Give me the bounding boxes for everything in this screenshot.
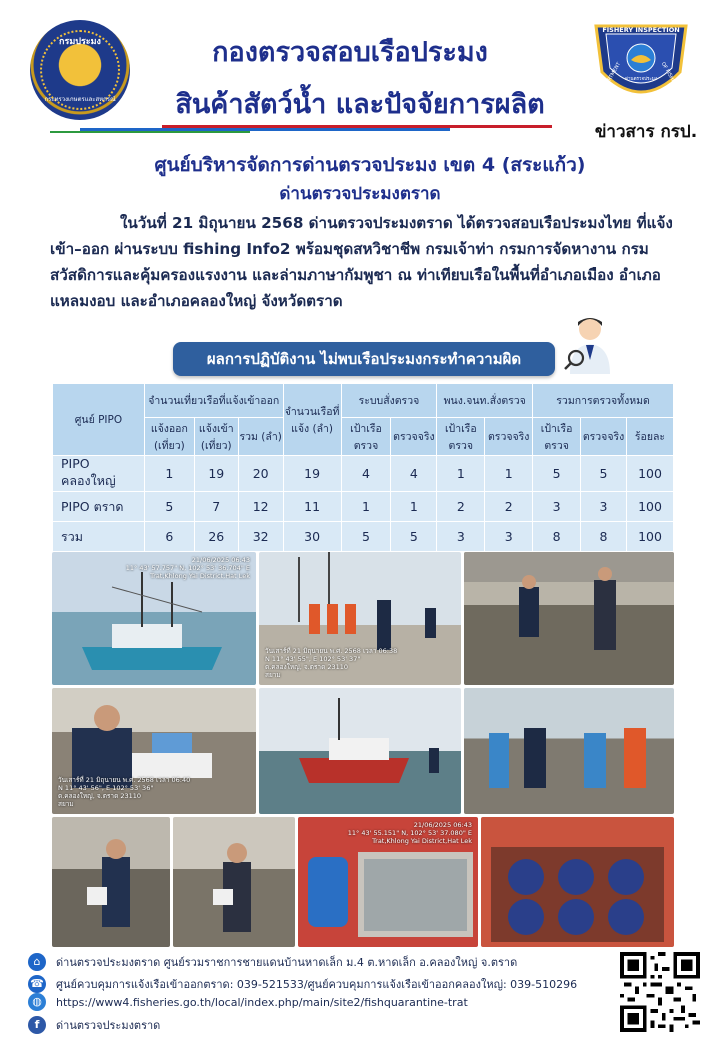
cell: 2 (485, 492, 533, 522)
row-name: PIPO คลองใหญ่ (53, 456, 145, 492)
table-row (53, 492, 674, 522)
cell: 100 (626, 456, 673, 492)
table-row (53, 456, 674, 492)
header-target-3: เป้าเรือตรวจ (533, 418, 581, 456)
cell: 19 (194, 456, 238, 492)
header-depart: แจ้งออก (เที่ยว) (144, 418, 194, 456)
header-trips: จำนวนเที่ยวเรือที่แจ้งเข้าออก (144, 384, 283, 418)
table-header-row-2 (53, 418, 674, 456)
header-officer-order: พนง.จนท.สั่งตรวจ (437, 384, 533, 418)
photo-grid (52, 552, 674, 947)
page-title-line1: กองตรวจสอบเรือประมง (212, 37, 488, 68)
cell: 6 (144, 522, 194, 552)
cell: 3 (437, 522, 485, 552)
cell: 30 (283, 522, 341, 552)
page-title-line2: สินค้าสัตว์น้ำ และปัจจัยการผลิต (175, 89, 545, 120)
globe-icon: ◍ (28, 993, 46, 1011)
center-name-heading: ศูนย์บริหารจัดการด่านตรวจประมง เขต 4 (สระแก้ว) (154, 154, 586, 176)
cell: 4 (341, 456, 391, 492)
footer-address-row (28, 952, 517, 972)
badge-text-left: DEPARTMENT (600, 61, 623, 94)
header-percent: ร้อยละ (626, 418, 673, 456)
cell: 5 (391, 522, 437, 552)
facebook-icon: f (28, 1016, 46, 1034)
header-center: ศูนย์ PIPO (53, 384, 145, 456)
cell: 8 (533, 522, 581, 552)
cell: 19 (283, 456, 341, 492)
photo-fish-baskets-in-hold (481, 817, 674, 947)
header-actual-3: ตรวจจริง (581, 418, 627, 456)
footer-url-row (28, 992, 468, 1012)
footer-url[interactable]: https://www4.fisheries.go.th/local/index.php/main/site2/fishquarantine-trat (56, 995, 468, 1009)
photo-fishing-boat-at-sea (52, 552, 256, 685)
row-name: รวม (53, 522, 145, 552)
photo-officers-with-crew (464, 688, 674, 814)
footer-facebook[interactable]: ด่านตรวจประมงตราด (56, 1019, 161, 1032)
seal-text-bottom: กระทรวงเกษตรและสหกรณ์ (44, 96, 116, 103)
cell: 100 (626, 492, 673, 522)
cell: 5 (581, 456, 627, 492)
photo-fish-catch-in-crate (298, 817, 478, 947)
header-total-inspection: รวมการตรวจทั้งหมด (533, 384, 674, 418)
department-of-fisheries-seal-logo (30, 20, 130, 120)
header-system-order: ระบบสั่งตรวจ (341, 384, 437, 418)
header-arrive: แจ้งเข้า (เที่ยว) (194, 418, 238, 456)
cell: 2 (437, 492, 485, 522)
cell: 5 (144, 492, 194, 522)
cell: 3 (581, 492, 627, 522)
header-target-2: เป้าเรือตรวจ (437, 418, 485, 456)
fishery-inspection-badge-logo (588, 20, 694, 106)
cell: 20 (238, 456, 283, 492)
footer-phone: ศูนย์ควบคุมการแจ้งเรือเข้าออกตราด: 039-521533/ศูนย์ควบคุมการแจ้งเรือเข้าออกคลองใหญ่: 039-510296 (56, 978, 578, 991)
cell: 32 (238, 522, 283, 552)
seal-text-top: กรมประมง (59, 37, 101, 47)
cell: 1 (391, 492, 437, 522)
cell: 26 (194, 522, 238, 552)
header (0, 0, 720, 145)
cell: 1 (437, 456, 485, 492)
photo-red-fishing-boat (259, 688, 461, 814)
table-header-row-1 (53, 384, 674, 418)
badge-text-top: FISHERY INSPECTION (602, 26, 680, 34)
qr-code[interactable] (620, 952, 700, 1032)
photo-geotag: 21/06/2025 06:43 11° 43' 57.757" N, 102° 53' 36.704" E Trat,Khlong Yai District,Hat Lek (125, 556, 250, 580)
photo-officer-on-deck (52, 817, 170, 947)
header-target-1: เป้าเรือตรวจ (341, 418, 391, 456)
footer-facebook-row (28, 1015, 160, 1035)
inspection-results-table (52, 383, 674, 552)
photo-crew-lineup-on-pier (259, 552, 461, 685)
photo-geotag: วันเสาร์ที่ 21 มิถุนายน พ.ศ. 2568 เวลา 06:40 N 11° 43' 56", E 102° 53' 36" ต.คลองใหญ่, จ.ตราด 23110 สยาม (58, 776, 191, 808)
photo-officers-checking-documents (464, 552, 674, 685)
cell: 1 (485, 456, 533, 492)
cell: 3 (485, 522, 533, 552)
cell: 3 (533, 492, 581, 522)
photo-officer-writing-report (52, 688, 256, 814)
cell: 8 (581, 522, 627, 552)
cell: 4 (391, 456, 437, 492)
cell: 7 (194, 492, 238, 522)
header-total: รวม (ลำ) (238, 418, 283, 456)
cell: 11 (283, 492, 341, 522)
cell: 1 (341, 492, 391, 522)
cell: 5 (533, 456, 581, 492)
result-banner: ผลการปฏิบัติงาน ไม่พบเรือประมงกระทำความผิด (173, 342, 555, 376)
footer-address: ด่านตรวจประมงตราด ศูนย์รวมราชการชายแดนบ้านหาดเล็ก ม.4 ต.หาดเล็ก อ.คลองใหญ่ จ.ตราด (56, 956, 518, 969)
photo-geotag: 21/06/2025 06:43 11° 43' 55.151" N, 102° 53' 37.080" E Trat,Khlong Yai District,Hat Lek (347, 821, 472, 845)
phone-icon: ☎ (28, 975, 46, 993)
badge-text-center: ด่านตรวจประมง (625, 77, 657, 82)
inspector-person-icon (560, 312, 620, 374)
photo-officer-inspecting-boat (173, 817, 295, 947)
row-name: PIPO ตราด (53, 492, 145, 522)
checkpoint-heading: ด่านตรวจประมงตราด (279, 184, 441, 204)
header-actual-1: ตรวจจริง (391, 418, 437, 456)
news-tag: ข่าวสาร กรป. (594, 122, 698, 142)
cell: 12 (238, 492, 283, 522)
news-paragraph: ในวันที่ 21 มิถุนายน 2568 ด่านตรวจประมงตราด ได้ตรวจสอบเรือประมงไทย ที่แจ้งเข้า–ออก ผ่านระบบ fishing Info2 พร้อมชุดสหวิชาชีพ กรมเจ้าท่า กรมการจัดหางาน กรมสวัสดิการและคุ้มครองแรงงาน และล่ามภาษากัมพูชา ณ ท่าเทียบเรือในพื้นที่อำเภอเมือง อำเภอแหลมงอบ และอำเภอคลองใหญ่ จังหวัดตราด (50, 214, 673, 310)
cell: 1 (144, 456, 194, 492)
header-actual-2: ตรวจจริง (485, 418, 533, 456)
footer-phone-row (28, 974, 577, 994)
home-icon: ⌂ (28, 953, 46, 971)
cell: 100 (626, 522, 673, 552)
header-boats: จำนวนเรือที่แจ้ง (ลำ) (283, 384, 341, 456)
badge-text-right: OF FISHERIES (659, 61, 682, 94)
table-row-total (53, 522, 674, 552)
photo-geotag: วันเสาร์ที่ 21 มิถุนายน พ.ศ. 2568 เวลา 06:38 N 11° 43' 55", E 102° 53' 37" ต.คลองใหญ่, จ.ตราด 23110 สยาม (265, 647, 398, 679)
title-underline-green (50, 131, 250, 133)
cell: 5 (341, 522, 391, 552)
